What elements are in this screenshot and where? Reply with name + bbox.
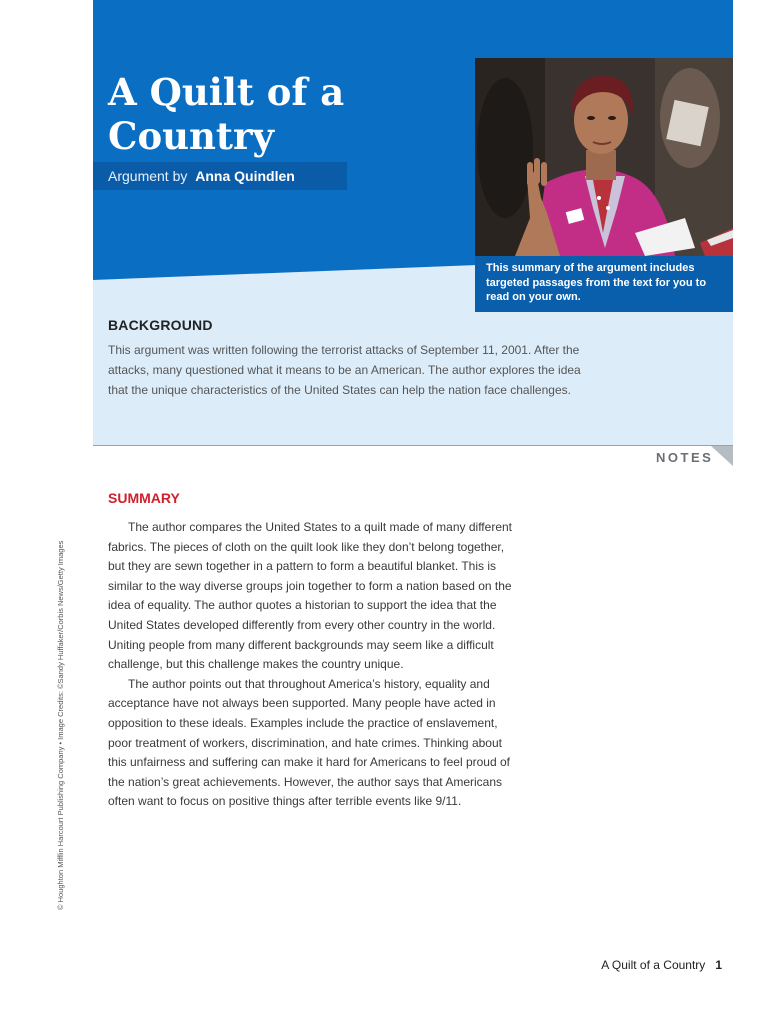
image-credit: © Houghton Mifflin Harcourt Publishing Company • Image Credits: ©Sandy Huffaker/Corbis News/Getty Images (56, 540, 65, 910)
page-title: A Quilt of a Country (108, 70, 345, 158)
notes-corner-icon (711, 446, 733, 466)
photo-caption: This summary of the argument includes targeted passages from the text for you to read on your own. (486, 262, 707, 303)
summary-body (108, 518, 512, 812)
summary-heading: SUMMARY (108, 490, 180, 506)
byline (108, 162, 295, 190)
woman-raising-hand-photo (475, 58, 733, 256)
notes-label: NOTES (656, 450, 714, 465)
summary-paragraph: The author points out that throughout America’s history, equality and acceptance have not always been supported. Many people have acted in opposition to these ideals. Examples include the practice of enslavement, poor treatment of workers, discrimination, and hate crimes. Thinking about this unfairness and suffering can make it hard for Americans to feel proud of the nation’s great achievements. However, the author says that Americans often want to focus on positive things after terrible events like 9/11. (108, 676, 510, 809)
footer-title: A Quilt of a Country (601, 958, 706, 972)
page-number: 1 (715, 958, 722, 972)
panel-divider (93, 445, 733, 446)
byline-prefix: Argument by (108, 168, 188, 184)
author-name: Anna Quindlen (195, 168, 295, 184)
summary-paragraph: The author compares the United States to a quilt made of many different fabrics. The pieces of cloth on the quilt look like they don’t belong together, but they are sewn together in a pattern to form a beautiful blanket. This is similar to the way diverse groups join together to form a nation based on the idea of equality. The author quotes a historian to support the idea that the United States developed differently from every other country in the world. Uniting people from many different backgrounds may seem like a difficult challenge, but this challenge makes the country unique. (108, 520, 512, 672)
background-heading: BACKGROUND (108, 317, 213, 333)
photo-illustration (475, 58, 733, 256)
page-footer (601, 958, 722, 972)
background-text: This argument was written following the terrorist attacks of September 11, 2001. After the attacks, many questioned what it means to be an American. The author explores the idea that the unique characteristics of the United States can help the nation face challenges. (108, 343, 581, 397)
